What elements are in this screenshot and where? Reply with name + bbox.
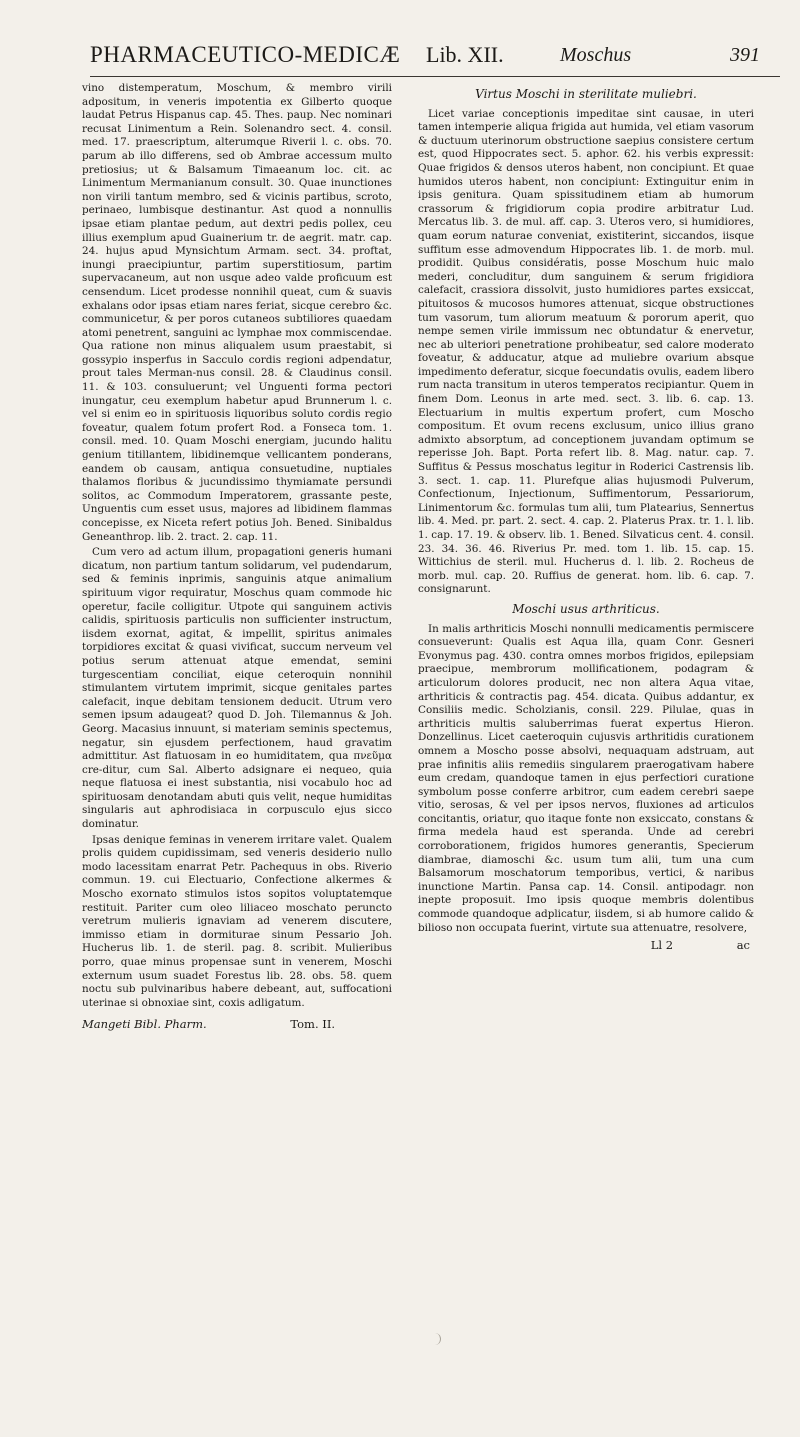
right-column [418,82,754,953]
page-number: 391 [730,44,760,66]
left-paragraph-1: vino distemperatum, Moschum, & membro virili adpositum, in veneris impotentia ex Gilberto quoque laudat Petrus Hispanus cap. 45. Thes. paup. Nec nominari recusat Linimentum a Rein. Solenandro sect. 4. consil. med. 17. praescriptum, alterumque Riverii l. c. obs. 70. parum ab illo differens, sed ob Ambrae accessum multo pretiosius; ut & Balsamum Timaeanum loc. cit. ac Linimentum Mermanianum consult. 30. Quae inunctiones non virili tantum membro, sed & vicinis partibus, scroto, perinaeo, lumbisque destinantur. Ast quod a nonnullis ipsae etiam plantae pedum, aut dextri pedis pollex, ceu illius exemplum apud Guainerium tr. de aegrit. matr. cap. 24. hujus apud Mynsichtum Armam. sect. 34. proftat, inungi praecipiuntur, partim superstitiosum, partim supervacaneum, aut non usque adeo valde proficuum est censendum. Licet prodesse nonnihil queat, cum & suavis exhalans odor ipsas etiam nares feriat, sicque cerebro &c. communicetur, & per poros cutaneos subtiliores quaedam atomi penetrent, sanguini ac lymphae mox commiscendae. Qua ratione non minus aliqualem usum praestabit, si gossypio insperfus in Sacculo cordis regioni adpendatur, prout tales Merman-nus consil. 28. & Claudinus consil. 11. & 103. consuluerunt; vel Unguenti forma pectori inungatur, ceu exemplum habetur apud Brunnerum l. c. vel si enim eo in spirituosis liquoribus soluto cordis regio foveatur, qualem fotum profert Rod. a Fonseca tom. 1. consil. med. 10. Quam Moschi energiam, jucundo halitu genium titillantem, libidinemque vellicantem ponderans, eandem ob causam, antiqua consuetudine, nuptiales thalamos floribus & jucundissimo thymiamate persundi solitos, ac Commodum Imperatorem, grassante peste, Unguentis cum esset usus, majores ad libidinem flammas concepisse, ex Niceta refert potius Joh. Bened. Sinibaldus Geneanthrop. lib. 2. tract. 2. cap. 11. [82,82,392,543]
catchword: ac [736,938,750,953]
footer-right [418,939,754,953]
gathering-signature: Ll 2 [650,938,674,953]
signature-mark: Mangeti Bibl. Pharm. [82,1017,207,1032]
header-book: Lib. XII. [426,42,504,67]
left-column [82,82,392,1032]
tome-label: Tom. II. [290,1017,336,1032]
running-head [90,40,780,77]
right-paragraph-1: Licet variae conceptionis impeditae sint causae, in uteri tamen intemperie aliqua frigida aut humida, vel etiam vasorum & ductuum uterinorum obstructione saepius consistere certum est, quod Hippocrates sect. 5. aphor. 62. his verbis expressit: Quae frigidos & densos uteros habent, non concipiunt. Et quae humidos uteros habent, non concipiunt: Extinguitur enim in ipsis genitura. Quam spissitudinem etiam ab humorum crassorum & frigidiorum copia prodire arbitratur Lud. Mercatus lib. 3. de mul. aff. cap. 3. Uteros vero, si humidiores, quam eorum naturae conveniat, existiterint, siccandos, iisque suffitum esse admovendum Hippocrates lib. 1. de morb. mul. prodidit. Quibus considératis, posse Moschum huic malo mederi, concluditur, dum sanguinem & serum frigidiora calefacit, crassiora dissolvit, justo humidiores partes exsiccat, pituitosos & mucosos humores attenuat, sicque obstructiones tum vasorum, tum aliorum meatuum & pororum aperit, quo nempe semen virile immissum nec obtundatur & enervetur, nec ab ulteriori penetratione prohibeatur, sed calore moderato foveatur, & adducatur, atque ad muliebre ovarium absque impedimento deferatur, sicque foecundatis ovulis, eadem libero rum nacta transitum in uteros temperatos recipiantur. Quem in finem Dom. Leonus in arte med. sect. 3. lib. 6. cap. 13. Electuarium in multis expertum profert, cum Moscho compositum. Et ovum recens exclusum, unico illius grano admixto absorptum, ad conceptionem juvandam optimum se reperisse Joh. Bapt. Porta refert lib. 8. Mag. natur. cap. 7. Suffitus & Pessus moschatus legitur in Roderici Castrensis lib. 3. sect. 1. cap. 11. Plurefque alias hujusmodi Pulverum, Confectionum, Injectionum, Suffimentorum, Pessariorum, Linimentorum &c. formulas tum alii, tum Platearius, Sennertus lib. 4. Med. pr. part. 2. sect. 4. cap. 2. Platerus Prax. tr. 1. l. lib. 1. cap. 17. 19. & observ. lib. 1. Bened. Silvaticus cent. 4. consil. 23. 34. 36. 46. Riverius Pr. med. tom 1. lib. 15. cap. 15. Wittichius de steril. mul. Hucherus d. l. lib. 2. Rocheus de morb. mul. cap. 20. Ruffius de generat. hom. lib. 6. cap. 7. consignarunt. [418,107,754,596]
left-paragraph-3: Ipsas denique feminas in venerem irritare valet. Qualem prolis quidem cupidissimam, sed veneris desiderio nullo modo lacessitam enarrat Petr. Pachequus in obs. Riverio commun. 19. cui Electuario, Confectione alkermes & Moscho exornato stimulos istos sopitos voluptatemque restituit. Pariter cum oleo liliaceo moschato peruncto veretrum mulieris ignaviam ad venerem discutere, immisso etiam in dormiturae sinum Pessario Joh. Hucherus lib. 1. de steril. pag. 8. scribit. Mulieribus porro, quae minus propensae sunt in venerem, Moschi externum usum suadet Forestus lib. 28. obs. 58. quem noctu sub pulvinaribus habere debeant, aut, suffocationi uterinae si obnoxiae sint, coxis adligatum. [82,833,392,1009]
header-title: PHARMACEUTICO-MEDICÆ [90,42,401,67]
right-paragraph-2: In malis arthriticis Moschi nonnulli medicamentis permiscere consueverunt: Qualis est Aqua illa, quam Conr. Gesneri Evonymus pag. 430. contra omnes morbos frigidos, epilepsiam praecipue, membrorum mollificationem, podagram & articulorum dolores producit, nec non altera Aqua vitae, arthriticis & contractis pag. 454. dicata. Quibus addantur, ex Consiliis medic. Scholzianis, consil. 229. Pilulae, quas in arthriticis multis saluberrimas fuerat expertus Hieron. Donzellinus. Licet caeteroquin cujusvis arthritidis curationem omnem a Moscho posse absolvi, nequaquam adstruam, aut prae infinitis aliis remediis singularem praerogativam habere eum credam, quandoque tamen in ejus perfectiori curatione symbolum posse conferre arbitror, cum eadem cerebri saepe vitio, serosas, & vel per ipsos nervos, fluxiones ad articulos concitantis, oriatur, quo itaque fonte non exsiccato, constans & firma medela haud est speranda. Unde ad cerebri corroborationem, frigidos humores generantis, Specierum diambrae, diamoschi &c. usum tum alii, tum una cum Balsamorum moschatorum temporibus, vertici, & naribus inunctione Martin. Pansa cap. 14. Consil. antipodagr. non inepte proposuit. Imo ipsis quoque membris dolentibus commode quandoque adplicatur, iisdem, si ab humore calido & bilioso non occupata fuerint, virtute sua attenuatre, resolvere, [418,622,754,934]
left-paragraph-2: Cum vero ad actum illum, propagationi generis humani dicatum, non partium tantum solidarum, vel pudendarum, sed & feminis inprimis, sanguinis atque animalium spirituum vigor requiratur, Moschus quam commode hic operetur, facile colligitur. Utpote qui sanguinem activis calidis, spirituosis particulis non sufficienter instructum, iisdem exornat, agitat, & impellit, spiritus animales torpidiores excitat & quasi vivificat, succum nerveum vel potius serum attenuat atque emendat, semini turgescentiam conciliat, eique ceteroquin nonnihil stimulantem virtutem imprimit, sicque genitales partes calefacit, inque debitam tensionem deducit. Utrum vero semen ipsum adaugeat? quod D. Joh. Tilemannus & Joh. Georg. Macasius innuunt, si materiam seminis spectemus, negatur, sin ejusdem perfectionem, haud gravatim admittitur. Ast flatuosam in eo humiditatem, qua πνεῦμα cre-ditur, cum Sal. Alberto adsignare ei nequeo, quia neque flatuosa ei inest substantia, nisi vocabulo hoc ad spirituosam denotandam abuti quis velit, neque humiditas singularis aut aphrodisiaca in corpusculo ejus sicco dominatur. [82,546,392,831]
margin-mark [432,1333,441,1345]
section-heading-sterility: Virtus Moschi in sterilitate muliebri. [475,87,697,101]
header-keyword: Moschus [560,44,632,66]
section-heading-arthritic: Moschi usus arthriticus. [512,601,660,616]
signature-line [82,1018,392,1032]
